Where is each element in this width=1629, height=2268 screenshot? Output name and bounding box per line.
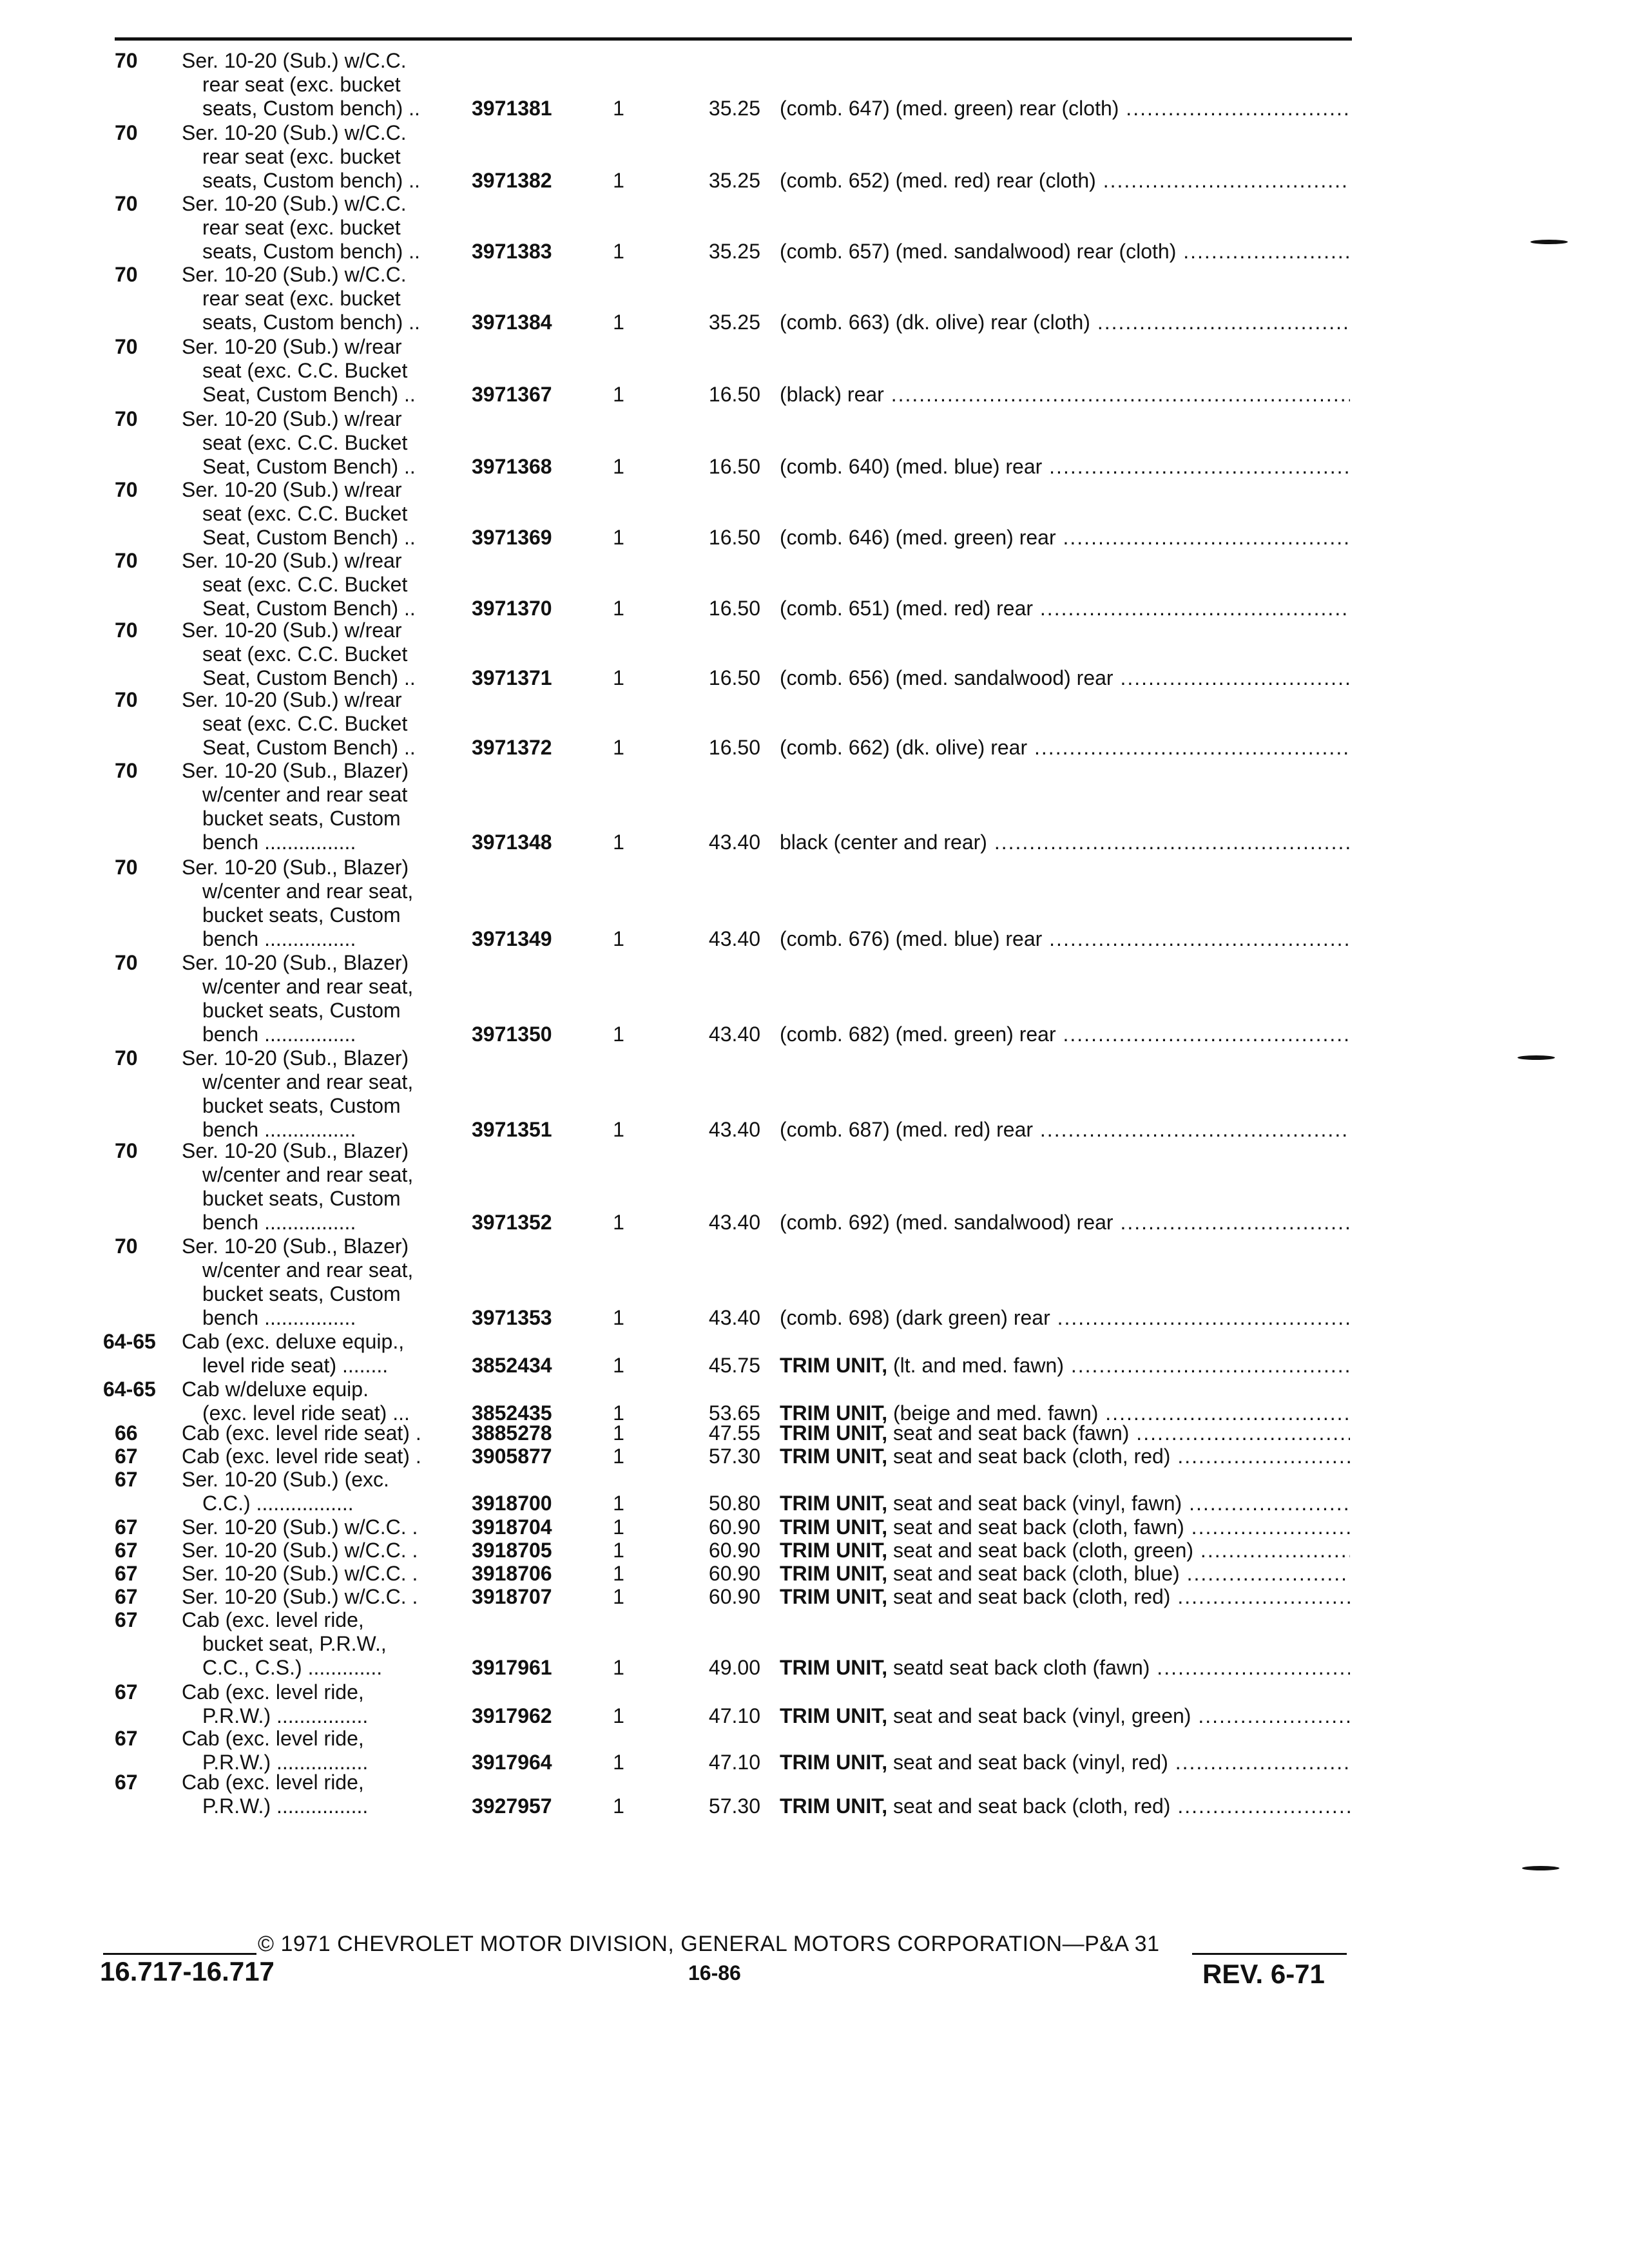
part-detail: (comb. 692) (med. sandalwood) rear ..... xyxy=(780,1211,1350,1234)
quantity: 1 xyxy=(613,1445,624,1468)
price: 43.40 xyxy=(708,1023,760,1046)
model-year: 67 xyxy=(115,1771,138,1794)
description-line: P.R.W.) ................ xyxy=(202,1751,369,1774)
description-line: P.R.W.) ................ xyxy=(202,1794,369,1818)
quantity: 1 xyxy=(613,526,624,549)
description-line: w/center and rear seat, xyxy=(202,1163,414,1186)
description-line: bench ................ xyxy=(202,927,356,950)
model-year: 70 xyxy=(115,407,138,430)
description-line: bucket seat, P.R.W., xyxy=(202,1632,387,1655)
part-number: 3918706 xyxy=(472,1562,552,1585)
part-name: TRIM UNIT, xyxy=(780,1656,888,1679)
part-number: 3918704 xyxy=(472,1515,552,1539)
part-description xyxy=(780,666,1350,690)
part-detail: (comb. 657) (med. sandalwood) rear (cloth) ..... xyxy=(780,240,1350,263)
description-line: Ser. 10-20 (Sub.) w/C.C. . xyxy=(182,1515,418,1539)
description-line: bench ................ xyxy=(202,1118,356,1141)
model-year: 70 xyxy=(115,1235,138,1258)
description-line: Seat, Custom Bench) .. xyxy=(202,597,416,620)
quantity: 1 xyxy=(613,1306,624,1329)
application-description xyxy=(182,856,478,951)
description-line: seat (exc. C.C. Bucket xyxy=(202,502,408,525)
description-line: w/center and rear seat, xyxy=(202,1070,414,1093)
footer-rule-left xyxy=(103,1953,256,1955)
price: 50.80 xyxy=(708,1492,760,1515)
description-line: bench ................ xyxy=(202,1023,356,1046)
price: 43.40 xyxy=(708,1306,760,1329)
description-line: seats, Custom bench) .. xyxy=(202,169,420,192)
part-detail: seat and seat back (cloth, red) ..... xyxy=(893,1794,1350,1818)
part-name: TRIM UNIT, xyxy=(780,1492,888,1515)
part-name: TRIM UNIT, xyxy=(780,1421,888,1445)
part-number: 3917964 xyxy=(472,1751,552,1774)
quantity: 1 xyxy=(613,97,624,120)
description-line: bucket seats, Custom xyxy=(202,903,401,927)
part-description xyxy=(780,1515,1350,1539)
part-number: 3971351 xyxy=(472,1118,552,1141)
model-year: 70 xyxy=(115,759,138,782)
description-line: Cab w/deluxe equip. xyxy=(182,1378,369,1401)
application-description xyxy=(182,335,478,407)
description-line: Ser. 10-20 (Sub.) w/C.C. xyxy=(182,49,407,72)
binding-mark xyxy=(1530,240,1568,244)
part-description xyxy=(780,240,1350,264)
part-number: 3971367 xyxy=(472,383,552,406)
price: 16.50 xyxy=(708,526,760,549)
page-number: 16-86 xyxy=(688,1961,741,1984)
application-description xyxy=(182,1608,478,1680)
part-description xyxy=(780,1656,1350,1680)
revision-date: REV. 6-71 xyxy=(1202,1959,1325,1989)
quantity: 1 xyxy=(613,1211,624,1234)
application-description xyxy=(182,951,478,1046)
description-line: w/center and rear seat, xyxy=(202,975,414,998)
part-detail: seat and seat back (cloth, blue) ..... xyxy=(893,1562,1350,1585)
price: 43.40 xyxy=(708,927,760,950)
price: 45.75 xyxy=(708,1354,760,1377)
description-line: Seat, Custom Bench) .. xyxy=(202,736,416,759)
model-year: 67 xyxy=(115,1680,138,1704)
description-line: seat (exc. C.C. Bucket xyxy=(202,431,408,454)
application-description xyxy=(182,1445,478,1468)
price: 60.90 xyxy=(708,1539,760,1562)
description-line: Ser. 10-20 (Sub.) w/C.C. xyxy=(182,263,407,286)
description-line: Ser. 10-20 (Sub.) w/rear xyxy=(182,688,402,711)
description-line: Ser. 10-20 (Sub.) w/C.C. xyxy=(182,121,407,144)
quantity: 1 xyxy=(613,666,624,689)
price: 53.65 xyxy=(708,1401,760,1425)
quantity: 1 xyxy=(613,927,624,950)
part-description xyxy=(780,736,1350,760)
part-number: 3918707 xyxy=(472,1585,552,1608)
part-number: 3905877 xyxy=(472,1445,552,1468)
part-detail: seat and seat back (vinyl, red) ..... xyxy=(893,1751,1350,1774)
model-year: 70 xyxy=(115,263,138,286)
description-line: Ser. 10-20 (Sub.) w/C.C. . xyxy=(182,1585,418,1608)
description-line: w/center and rear seat xyxy=(202,783,408,806)
part-detail: black (center and rear) ..... xyxy=(780,831,1350,854)
part-description xyxy=(780,1704,1350,1728)
application-description xyxy=(182,1585,478,1609)
application-description xyxy=(182,263,478,334)
footer-rule-right xyxy=(1192,1953,1347,1955)
description-line: Ser. 10-20 (Sub.) w/C.C. . xyxy=(182,1539,418,1562)
part-detail: (comb. 647) (med. green) rear (cloth) ..... xyxy=(780,97,1350,120)
model-year: 70 xyxy=(115,1139,138,1162)
price: 60.90 xyxy=(708,1515,760,1539)
description-line: bucket seats, Custom xyxy=(202,1187,401,1210)
description-line: Ser. 10-20 (Sub., Blazer) xyxy=(182,1235,409,1258)
quantity: 1 xyxy=(613,1585,624,1608)
part-detail: (comb. 682) (med. green) rear ..... xyxy=(780,1023,1350,1046)
description-line: Ser. 10-20 (Sub.) w/C.C. . xyxy=(182,1562,418,1585)
part-description xyxy=(780,1492,1350,1515)
model-year: 70 xyxy=(115,951,138,974)
part-number: 3971371 xyxy=(472,666,552,689)
price: 47.10 xyxy=(708,1751,760,1774)
part-number: 3852434 xyxy=(472,1354,552,1377)
description-line: Ser. 10-20 (Sub.) w/rear xyxy=(182,549,402,572)
part-description xyxy=(780,97,1350,120)
part-description xyxy=(780,383,1350,407)
price: 16.50 xyxy=(708,455,760,478)
part-description xyxy=(780,1562,1350,1586)
part-description xyxy=(780,927,1350,951)
part-number: 3971384 xyxy=(472,311,552,334)
description-line: bucket seats, Custom xyxy=(202,1282,401,1305)
quantity: 1 xyxy=(613,1023,624,1046)
part-detail: (beige and med. fawn) ..... xyxy=(893,1401,1350,1425)
part-number: 3852435 xyxy=(472,1401,552,1425)
model-year: 67 xyxy=(115,1727,138,1750)
part-detail: (comb. 662) (dk. olive) rear ..... xyxy=(780,736,1350,759)
part-name: TRIM UNIT, xyxy=(780,1585,888,1608)
part-number: 3917961 xyxy=(472,1656,552,1679)
description-line: Cab (exc. level ride, xyxy=(182,1727,364,1750)
part-description xyxy=(780,1751,1350,1774)
application-description xyxy=(182,1468,478,1515)
model-year: 70 xyxy=(115,121,138,144)
model-year: 67 xyxy=(115,1608,138,1631)
part-detail: (comb. 640) (med. blue) rear ..... xyxy=(780,455,1350,478)
application-description xyxy=(182,1539,478,1562)
part-number: 3971382 xyxy=(472,169,552,192)
price: 16.50 xyxy=(708,597,760,620)
description-line: seat (exc. C.C. Bucket xyxy=(202,642,408,666)
part-name: TRIM UNIT, xyxy=(780,1539,888,1562)
part-number: 3971353 xyxy=(472,1306,552,1329)
description-line: Ser. 10-20 (Sub., Blazer) xyxy=(182,1046,409,1070)
part-name: TRIM UNIT, xyxy=(780,1515,888,1539)
description-line: Cab (exc. level ride, xyxy=(182,1680,364,1704)
model-year: 70 xyxy=(115,49,138,72)
description-line: Cab (exc. deluxe equip., xyxy=(182,1330,405,1353)
application-description xyxy=(182,1330,478,1378)
part-detail: seat and seat back (cloth, green) ..... xyxy=(893,1539,1350,1562)
description-line: Ser. 10-20 (Sub.) w/rear xyxy=(182,335,402,358)
quantity: 1 xyxy=(613,1562,624,1585)
model-year: 67 xyxy=(115,1468,138,1491)
part-number: 3971381 xyxy=(472,97,552,120)
part-detail: (comb. 656) (med. sandalwood) rear ..... xyxy=(780,666,1350,689)
part-number: 3918700 xyxy=(472,1492,552,1515)
description-line: bucket seats, Custom xyxy=(202,999,401,1022)
part-detail: (black) rear ..... xyxy=(780,383,1350,406)
part-number: 3918705 xyxy=(472,1539,552,1562)
description-line: bench ................ xyxy=(202,831,356,854)
binding-mark xyxy=(1518,1055,1555,1060)
part-number: 3971348 xyxy=(472,831,552,854)
model-year: 70 xyxy=(115,192,138,215)
application-description xyxy=(182,549,478,620)
model-year: 67 xyxy=(115,1562,138,1585)
part-description xyxy=(780,1794,1350,1818)
quantity: 1 xyxy=(613,1704,624,1727)
part-detail: seat and seat back (fawn) ..... xyxy=(893,1421,1350,1445)
model-year: 67 xyxy=(115,1515,138,1539)
description-line: bench ................ xyxy=(202,1306,356,1329)
description-line: C.C.) ................. xyxy=(202,1492,354,1515)
description-line: Seat, Custom Bench) .. xyxy=(202,526,416,549)
description-line: Seat, Custom Bench) .. xyxy=(202,455,416,478)
part-name: TRIM UNIT, xyxy=(780,1562,888,1585)
quantity: 1 xyxy=(613,240,624,263)
quantity: 1 xyxy=(613,831,624,854)
application-description xyxy=(182,1771,478,1818)
description-line: seats, Custom bench) .. xyxy=(202,97,420,120)
part-description xyxy=(780,169,1350,193)
part-detail: seat and seat back (cloth, fawn) ..... xyxy=(893,1515,1350,1539)
quantity: 1 xyxy=(613,1794,624,1818)
quantity: 1 xyxy=(613,1539,624,1562)
description-line: Cab (exc. level ride, xyxy=(182,1608,364,1631)
description-line: Ser. 10-20 (Sub., Blazer) xyxy=(182,1139,409,1162)
part-number: 3885278 xyxy=(472,1421,552,1445)
description-line: Cab (exc. level ride, xyxy=(182,1771,364,1794)
application-description xyxy=(182,1235,478,1330)
copyright-notice: © 1971 CHEVROLET MOTOR DIVISION, GENERAL MOTORS CORPORATION—P&A 31 xyxy=(258,1932,1160,1956)
part-description xyxy=(780,455,1350,479)
description-line: Ser. 10-20 (Sub.) w/rear xyxy=(182,407,402,430)
binding-mark xyxy=(1522,1866,1559,1870)
part-number: 3927957 xyxy=(472,1794,552,1818)
application-description xyxy=(182,1046,478,1142)
description-line: Ser. 10-20 (Sub.) w/rear xyxy=(182,478,402,501)
description-line: seats, Custom bench) .. xyxy=(202,311,420,334)
description-line: (exc. level ride seat) ... xyxy=(202,1401,410,1425)
quantity: 1 xyxy=(613,455,624,478)
application-description xyxy=(182,192,478,264)
part-detail: (lt. and med. fawn) ..... xyxy=(893,1354,1350,1377)
model-year: 67 xyxy=(115,1539,138,1562)
description-line: seats, Custom bench) .. xyxy=(202,240,420,263)
quantity: 1 xyxy=(613,169,624,192)
application-description xyxy=(182,688,478,760)
part-name: TRIM UNIT, xyxy=(780,1354,888,1377)
quantity: 1 xyxy=(613,597,624,620)
quantity: 1 xyxy=(613,1401,624,1425)
part-number: 3971370 xyxy=(472,597,552,620)
part-name: TRIM UNIT, xyxy=(780,1751,888,1774)
part-number: 3971383 xyxy=(472,240,552,263)
part-detail: seat and seat back (vinyl, green) ..... xyxy=(893,1704,1350,1727)
quantity: 1 xyxy=(613,1515,624,1539)
description-line: seat (exc. C.C. Bucket xyxy=(202,573,408,596)
model-year: 64-65 xyxy=(103,1330,156,1353)
price: 57.30 xyxy=(708,1794,760,1818)
application-description xyxy=(182,1680,478,1728)
part-detail: (comb. 663) (dk. olive) rear (cloth) ..... xyxy=(780,311,1350,334)
part-description xyxy=(780,1539,1350,1562)
part-description xyxy=(780,311,1350,334)
model-year: 66 xyxy=(115,1421,138,1445)
quantity: 1 xyxy=(613,736,624,759)
quantity: 1 xyxy=(613,1118,624,1141)
application-description xyxy=(182,407,478,479)
part-number: 3971350 xyxy=(472,1023,552,1046)
part-detail: (comb. 652) (med. red) rear (cloth) ..... xyxy=(780,169,1350,192)
model-year: 67 xyxy=(115,1585,138,1608)
application-description xyxy=(182,759,478,854)
part-number: 3971368 xyxy=(472,455,552,478)
quantity: 1 xyxy=(613,1492,624,1515)
description-line: seat (exc. C.C. Bucket xyxy=(202,359,408,382)
description-line: level ride seat) ........ xyxy=(202,1354,389,1377)
description-line: Cab (exc. level ride seat) . xyxy=(182,1421,421,1445)
model-year: 70 xyxy=(115,335,138,358)
part-number: 3971352 xyxy=(472,1211,552,1234)
quantity: 1 xyxy=(613,1354,624,1377)
description-line: rear seat (exc. bucket xyxy=(202,145,401,168)
description-line: C.C., C.S.) ............. xyxy=(202,1656,383,1679)
part-number: 3917962 xyxy=(472,1704,552,1727)
price: 49.00 xyxy=(708,1656,760,1679)
application-description xyxy=(182,619,478,690)
application-description xyxy=(182,478,478,550)
part-detail: seatd seat back cloth (fawn) ..... xyxy=(893,1656,1350,1679)
model-year: 67 xyxy=(115,1445,138,1468)
application-description xyxy=(182,1727,478,1774)
description-line: Ser. 10-20 (Sub.) (exc. xyxy=(182,1468,389,1491)
application-description xyxy=(182,1515,478,1539)
part-name: TRIM UNIT, xyxy=(780,1445,888,1468)
description-line: Ser. 10-20 (Sub., Blazer) xyxy=(182,856,409,879)
description-line: Seat, Custom Bench) .. xyxy=(202,383,416,406)
model-year: 70 xyxy=(115,1046,138,1070)
description-line: rear seat (exc. bucket xyxy=(202,216,401,239)
part-description xyxy=(780,1354,1350,1378)
part-detail: seat and seat back (cloth, red) ..... xyxy=(893,1585,1350,1608)
model-year: 70 xyxy=(115,549,138,572)
part-detail: (comb. 687) (med. red) rear ..... xyxy=(780,1118,1350,1141)
application-description xyxy=(182,1139,478,1235)
description-line: w/center and rear seat, xyxy=(202,879,414,903)
price: 60.90 xyxy=(708,1562,760,1585)
application-description xyxy=(182,1562,478,1586)
application-description xyxy=(182,1378,478,1425)
part-detail: (comb. 651) (med. red) rear ..... xyxy=(780,597,1350,620)
model-year: 70 xyxy=(115,619,138,642)
part-description xyxy=(780,1118,1350,1142)
price: 35.25 xyxy=(708,169,760,192)
part-name: TRIM UNIT, xyxy=(780,1794,888,1818)
price: 43.40 xyxy=(708,1118,760,1141)
price: 43.40 xyxy=(708,831,760,854)
description-line: seat (exc. C.C. Bucket xyxy=(202,712,408,735)
price: 47.10 xyxy=(708,1704,760,1727)
part-description xyxy=(780,1023,1350,1046)
description-line: rear seat (exc. bucket xyxy=(202,287,401,310)
description-line: bench ................ xyxy=(202,1211,356,1234)
part-name: TRIM UNIT, xyxy=(780,1704,888,1727)
part-detail: (comb. 698) (dark green) rear ..... xyxy=(780,1306,1350,1329)
application-description xyxy=(182,1421,478,1445)
quantity: 1 xyxy=(613,1656,624,1679)
part-description xyxy=(780,1585,1350,1609)
description-line: Cab (exc. level ride seat) . xyxy=(182,1445,421,1468)
description-line: Seat, Custom Bench) .. xyxy=(202,666,416,689)
description-line: P.R.W.) ................ xyxy=(202,1704,369,1727)
description-line: bucket seats, Custom xyxy=(202,1094,401,1117)
description-line: Ser. 10-20 (Sub.) w/C.C. xyxy=(182,192,407,215)
description-line: Ser. 10-20 (Sub., Blazer) xyxy=(182,759,409,782)
price: 16.50 xyxy=(708,383,760,406)
price: 47.55 xyxy=(708,1421,760,1445)
quantity: 1 xyxy=(613,311,624,334)
part-description xyxy=(780,831,1350,854)
application-description xyxy=(182,121,478,193)
part-description xyxy=(780,526,1350,550)
part-detail: seat and seat back (cloth, red) ..... xyxy=(893,1445,1350,1468)
price: 35.25 xyxy=(708,240,760,263)
price: 16.50 xyxy=(708,666,760,689)
price: 35.25 xyxy=(708,97,760,120)
part-description xyxy=(780,1421,1350,1445)
model-year: 70 xyxy=(115,478,138,501)
part-number: 3971369 xyxy=(472,526,552,549)
model-year: 70 xyxy=(115,856,138,879)
description-line: Ser. 10-20 (Sub.) w/rear xyxy=(182,619,402,642)
part-description xyxy=(780,1306,1350,1330)
part-detail: (comb. 676) (med. blue) rear ..... xyxy=(780,927,1350,950)
application-description xyxy=(182,49,478,120)
quantity: 1 xyxy=(613,383,624,406)
model-year: 64-65 xyxy=(103,1378,156,1401)
description-line: rear seat (exc. bucket xyxy=(202,73,401,96)
price: 35.25 xyxy=(708,311,760,334)
description-line: w/center and rear seat, xyxy=(202,1258,414,1282)
part-number: 3971349 xyxy=(472,927,552,950)
part-name: TRIM UNIT, xyxy=(780,1401,888,1425)
price: 60.90 xyxy=(708,1585,760,1608)
description-line: bucket seats, Custom xyxy=(202,807,401,830)
part-description xyxy=(780,1445,1350,1468)
price: 57.30 xyxy=(708,1445,760,1468)
quantity: 1 xyxy=(613,1751,624,1774)
part-description xyxy=(780,597,1350,620)
quantity: 1 xyxy=(613,1421,624,1445)
part-detail: seat and seat back (vinyl, fawn) ..... xyxy=(893,1492,1350,1515)
part-number: 3971372 xyxy=(472,736,552,759)
description-line: Ser. 10-20 (Sub., Blazer) xyxy=(182,951,409,974)
part-description xyxy=(780,1211,1350,1235)
price: 16.50 xyxy=(708,736,760,759)
price: 43.40 xyxy=(708,1211,760,1234)
part-detail: (comb. 646) (med. green) rear ..... xyxy=(780,526,1350,549)
group-number: 16.717-16.717 xyxy=(100,1956,275,1986)
model-year: 70 xyxy=(115,688,138,711)
